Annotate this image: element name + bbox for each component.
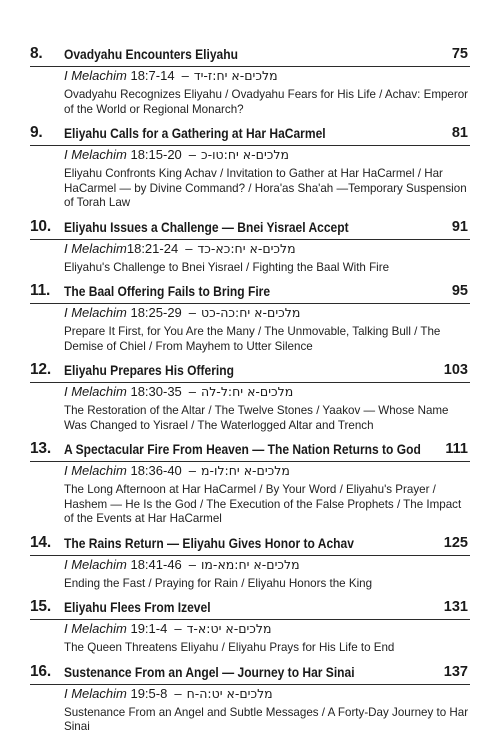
- reference-verse: 18:36-40: [126, 463, 182, 478]
- chapter-number: 16.: [30, 662, 51, 680]
- reference-hebrew: מלכים-א יח:ל-לה: [201, 384, 294, 399]
- reference-dash: –: [188, 305, 197, 320]
- entry-header: [30, 533, 470, 556]
- chapter-title: Eliyahu Flees From Izevel: [64, 599, 211, 615]
- reference-dash: –: [188, 147, 197, 162]
- entry-header: [30, 281, 470, 304]
- chapter-title: Ovadyahu Encounters Eliyahu: [64, 46, 238, 62]
- toc-entry: [30, 662, 470, 735]
- toc-entry: [30, 360, 470, 433]
- chapter-description: Ending the Fast / Praying for Rain / Eliyahu Honors the King: [64, 576, 373, 590]
- reference-verse: 18:30-35: [126, 384, 182, 399]
- reference-book: I Melachim: [64, 621, 127, 636]
- chapter-description: The Restoration of the Altar / The Twelve Stones / Yaakov — Whose Name Was Changed to Yisrael / The Waterlogged Altar and Trench: [64, 404, 449, 432]
- reference-dash: –: [188, 556, 197, 572]
- source-reference: [64, 67, 470, 85]
- toc-entry: [30, 217, 470, 276]
- entry-header: [30, 439, 470, 462]
- reference-dash: –: [188, 384, 197, 399]
- entry-header: [30, 597, 470, 620]
- reference-book: I Melachim: [64, 240, 127, 256]
- chapter-number: 11.: [30, 282, 51, 299]
- reference-verse: 19:1-4: [126, 621, 168, 636]
- reference-book: I Melachim: [64, 305, 127, 320]
- source-reference: [64, 462, 470, 480]
- source-reference: [64, 685, 470, 703]
- reference-dash: –: [188, 463, 197, 478]
- source-reference: [64, 556, 470, 574]
- chapter-description: Sustenance From an Angel and Subtle Messages / A Forty-Day Journey to Har Sinai: [64, 705, 469, 733]
- reference-book: I Melachim: [64, 384, 127, 399]
- reference-hebrew: מלכים-א יח:כה-כט: [201, 305, 301, 320]
- reference-book: I Melachim: [64, 463, 127, 478]
- chapter-title: Eliyahu Issues a Challenge — Bnei Yisrael Accept: [64, 218, 349, 235]
- page-number: 125: [443, 534, 468, 551]
- source-reference: [64, 620, 470, 638]
- page-number: 81: [451, 125, 468, 141]
- chapter-number: 9.: [30, 124, 43, 141]
- chapter-description: Eliyahu Confronts King Achav / Invitation to Gather at Har HaCarmel / Har HaCarmel — by Divine Command? / Hora'as Sha'ah —Temporary Suspension of Torah Law: [64, 167, 467, 209]
- reference-dash: –: [174, 685, 182, 701]
- entry-header: [30, 662, 470, 685]
- reference-verse: 18:21-24: [126, 240, 179, 256]
- page-number: 111: [445, 441, 468, 457]
- source-reference: [64, 304, 470, 322]
- page-number: 131: [443, 599, 468, 615]
- chapter-title: The Rains Return — Eliyahu Gives Honor to Achav: [64, 534, 354, 551]
- chapter-title: Eliyahu Calls for a Gathering at Har HaCarmel: [64, 125, 326, 141]
- chapter-title: Sustenance From an Angel — Journey to Har Sinai: [64, 663, 355, 680]
- entry-header: [30, 217, 470, 240]
- chapter-title: The Baal Offering Fails to Bring Fire: [64, 283, 271, 299]
- table-of-contents: [30, 44, 470, 735]
- entry-header: [30, 44, 470, 67]
- page-number: 103: [443, 362, 468, 378]
- chapter-number: 14.: [30, 533, 51, 551]
- chapter-description: Prepare It First, for You Are the Many / The Unmovable, Talking Bull / The Demise of Chiel / From Mayhem to Utter Silence: [64, 325, 441, 353]
- chapter-description: Eliyahu's Challenge to Bnei Yisrael / Fighting the Baal With Fire: [64, 260, 390, 274]
- entry-header: [30, 360, 470, 383]
- toc-entry: [30, 533, 470, 592]
- chapter-title: A Spectacular Fire From Heaven — The Nation Returns to God: [64, 441, 421, 457]
- page-number: 137: [443, 663, 468, 680]
- page-number: 75: [451, 46, 468, 62]
- reference-verse: 18:7-14: [126, 68, 175, 83]
- chapter-number: 15.: [30, 598, 51, 615]
- reference-hebrew: מלכים-א יח:לו-מ: [201, 463, 290, 478]
- toc-entry: [30, 439, 470, 527]
- reference-hebrew: מלכים-א יט:א-ד: [186, 621, 272, 636]
- chapter-number: 10.: [30, 217, 51, 235]
- toc-entry: [30, 597, 470, 656]
- reference-dash: –: [174, 621, 182, 636]
- reference-verse: 18:41-46: [126, 556, 182, 572]
- reference-hebrew: מלכים-א יט:ה-ח: [186, 685, 273, 701]
- reference-hebrew: מלכים-א יח:כא-כד: [197, 240, 296, 256]
- reference-book: I Melachim: [64, 556, 127, 572]
- chapter-description: The Long Afternoon at Har HaCarmel / By Your Word / Eliyahu's Prayer / Hashem — He Is the God / The Execution of the False Prophets / The Impact of the Events at Har HaCarmel: [64, 483, 462, 525]
- chapter-title: Eliyahu Prepares His Offering: [64, 362, 234, 378]
- chapter-number: 8.: [30, 45, 43, 62]
- reference-verse: 19:5-8: [126, 685, 168, 701]
- source-reference: [64, 240, 470, 258]
- reference-verse: 18:15-20: [126, 147, 182, 162]
- reference-dash: –: [181, 68, 189, 83]
- reference-book: I Melachim: [64, 68, 127, 83]
- source-reference: [64, 146, 470, 164]
- reference-dash: –: [185, 240, 193, 256]
- toc-entry: [30, 123, 470, 211]
- page-number: 95: [451, 283, 468, 299]
- reference-hebrew: מלכים-א יח:ז-יד: [193, 68, 278, 83]
- reference-verse: 18:25-29: [126, 305, 182, 320]
- reference-book: I Melachim: [64, 147, 127, 162]
- chapter-number: 12.: [30, 361, 51, 378]
- toc-entry: [30, 281, 470, 354]
- page-number: 91: [451, 218, 468, 235]
- toc-entry: [30, 44, 470, 117]
- reference-hebrew: מלכים-א יח:טו-כ: [201, 147, 289, 162]
- chapter-description: The Queen Threatens Eliyahu / Eliyahu Prays for His Life to End: [64, 641, 395, 654]
- chapter-number: 13.: [30, 440, 51, 457]
- chapter-description: Ovadyahu Recognizes Eliyahu / Ovadyahu Fears for His Life / Achav: Emperor of the World or Regional Monarch?: [64, 88, 469, 116]
- reference-book: I Melachim: [64, 685, 127, 701]
- reference-hebrew: מלכים-א יח:מא-מו: [201, 556, 300, 572]
- source-reference: [64, 383, 470, 401]
- entry-header: [30, 123, 470, 146]
